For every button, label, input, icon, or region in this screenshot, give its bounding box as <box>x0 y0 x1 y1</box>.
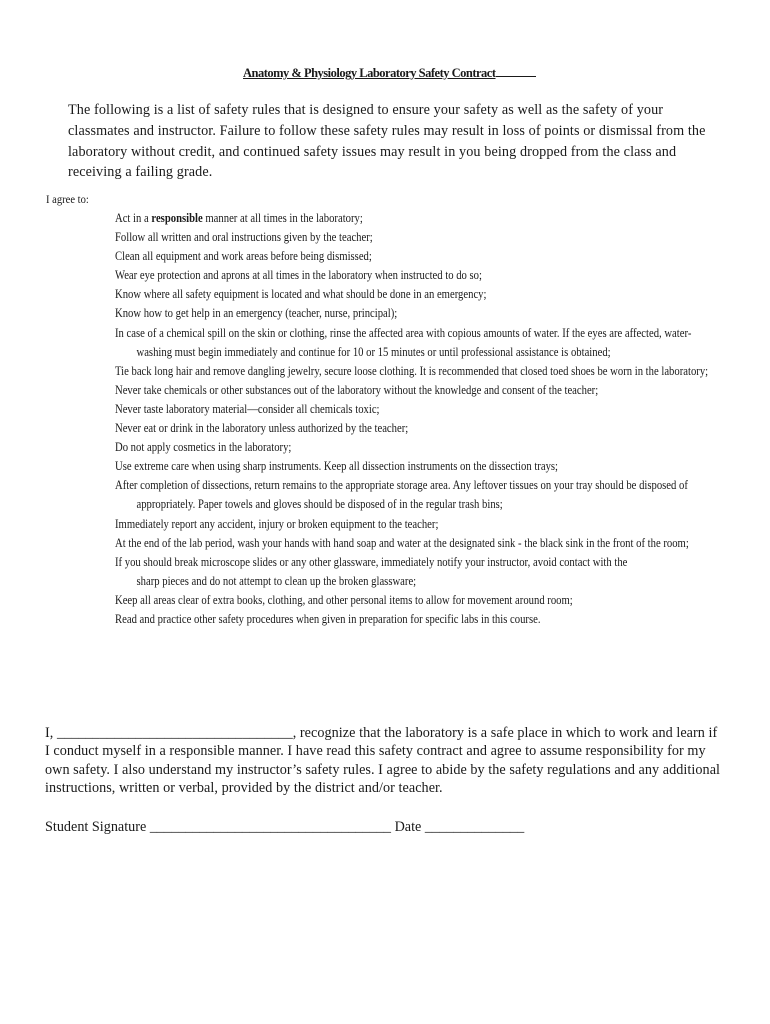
signature-blank[interactable]: __________________________________ <box>149 819 392 835</box>
rule-item: Act in a responsible manner at all times in the laboratory; <box>115 211 363 225</box>
rule-item: At the end of the lab period, wash your hands with hand soap and water at the designated sink - the black sink in the front of the room; <box>115 535 689 550</box>
rule-item: Tie back long hair and remove dangling jewelry, secure loose clothing. It is recommended that closed toed shoes be worn in the laboratory; <box>115 363 709 378</box>
rule-item: Never eat or drink in the laboratory unless authorized by the teacher; <box>115 421 409 436</box>
rule-item: Never take chemicals or other substances out of the laboratory without the knowledge and consent of the teacher; <box>115 382 599 397</box>
rule-item: Know how to get help in an emergency (teacher, nurse, principal); <box>115 306 398 321</box>
rule-item: Read and practice other safety procedures when given in preparation for specific labs in this course. <box>115 611 541 626</box>
acknowledgement-paragraph: I, _________________________________, recognize that the laboratory is a safe place in which to work and learn if I conduct myself in a responsible manner. I have read this safety contract and agree to assume responsibility for my own safety. I also understand my instructor’s safety rules. I agree to abide by the safety regulations and any additional instructions, written or verbal, provided by the district and/or teacher. <box>45 725 721 797</box>
rule-item: In case of a chemical spill on the skin or clothing, rinse the affected area with copious amounts of water. If the eyes are affected, water-washing must begin immediately and continue for 10 or 15 minutes or until professional assistance is obtained; <box>115 325 692 359</box>
rule-item: Keep all areas clear of extra books, clothing, and other personal items to allow for movement around room; <box>115 592 573 607</box>
safety-rules-list <box>115 209 717 629</box>
name-blank[interactable]: _________________________________ <box>56 725 293 741</box>
intro-paragraph: The following is a list of safety rules that is designed to ensure your safety as well as the safety of your classmates and instructor. Failure to follow these safety rules may result in loss of points or dismissal from the laboratory without credit, and continued safety issues may result in you being dropped from the class and receiving a failing grade. <box>68 102 706 181</box>
rule-item: Clean all equipment and work areas before being dismissed; <box>115 249 372 264</box>
date-blank[interactable]: ______________ <box>424 819 525 835</box>
rule-item: Never taste laboratory material—consider all chemicals toxic; <box>115 401 380 416</box>
rule-item: Do not apply cosmetics in the laboratory; <box>115 440 292 455</box>
rule-item: sharp pieces and do not attempt to clean up the broken glassware; <box>136 573 417 588</box>
rule-item: Wear eye protection and aprons at all times in the laboratory when instructed to do so; <box>115 268 482 283</box>
rule-item: Use extreme care when using sharp instruments. Keep all dissection instruments on the dissection trays; <box>115 459 559 474</box>
rule-item: If you should break microscope slides or any other glassware, immediately notify your instructor, avoid contact with the <box>115 554 628 569</box>
rule-item: Immediately report any accident, injury or broken equipment to the teacher; <box>115 516 439 531</box>
agree-label: I agree to: <box>46 192 89 206</box>
contract-title: Anatomy & Physiology Laboratory Safety Contract <box>243 66 573 81</box>
signature-line: Student Signature __________________________________ Date ______________ <box>45 819 525 835</box>
rule-item: Know where all safety equipment is located and what should be done in an emergency; <box>115 287 487 302</box>
rule-item: After completion of dissections, return remains to the appropriate storage area. Any leftover tissues on your tray should be disposed of appropriately. Paper towels and gloves should be disposed of in the regular trash bins; <box>115 478 688 512</box>
rule-item: Follow all written and oral instructions given by the teacher; <box>115 230 373 245</box>
